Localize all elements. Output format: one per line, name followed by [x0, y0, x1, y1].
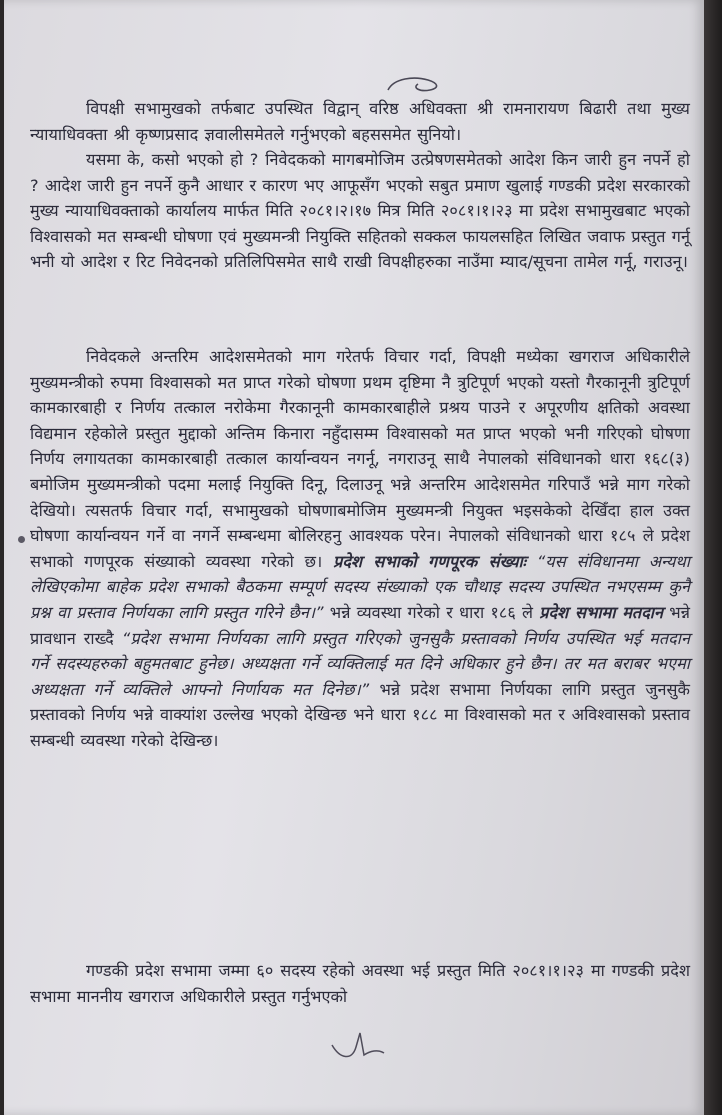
paragraph-2: यसमा के, कसो भएको हो ? निवेदकको मागबमोजिम उत्प्रेषणसमेतको आदेश किन जारी हुन नपर्ने हो ? आदेश जारी हुन नपर्ने कुनै आधार र कारण भए आफूसँग भएको सबुत प्रमाण खुलाई गण्डकी प्रदेश सरकारको मुख्य न्यायाधिवक्ताको कार्यालय मार्फत मिति २०८१।२।१७ मित्र मिति २०८१।१।२३ मा प्रदेश सभामुखबाट भएको विश्वासको मत सम्बन्धी घोषणा एवं मुख्यमन्त्री नियुक्ति सहितको सक्कल फायलसहित लिखित जवाफ प्रस्तुत गर्नू भनी यो आदेश र रिट निवेदनको प्रतिलिपिसमेत साथै राखी विपक्षीहरुका नाउँमा म्याद/सूचना तामेल गर्नू, गराउनू।: [30, 150, 690, 272]
paragraph-3-text-b: भन्ने व्यवस्था गरेको र धारा १८६ ले: [323, 602, 540, 622]
paragraph-3-heading-quorum: प्रदेश सभाको गणपूरक संख्याः: [333, 551, 526, 571]
margin-ink-dot: [18, 536, 25, 543]
handwritten-signature-mark: [326, 1025, 390, 1065]
paragraph-3-quote-quorum: “यस संविधानमा अन्यथा लेखिएकोमा बाहेक प्रदेश सभाको बैठकमा सम्पूर्ण सदस्य संख्याको एक चौथाइ सदस्य उपस्थित नभएसम्म कुनै प्रश्न वा प्रस्ताव निर्णयका लागि प्रस्तुत गरिने छैन।”: [30, 551, 690, 622]
paragraph-3-heading-voting: प्रदेश सभामा मतदान: [539, 602, 664, 622]
photo-background-right: [704, 0, 722, 1115]
paragraph-4: गण्डकी प्रदेश सभामा जम्मा ६० सदस्य रहेको अवस्था भई प्रस्तुत मिति २०८१।१।२३ मा गण्डकी प्रदेश सभामा माननीय खगराज अधिकारीले प्रस्तुत गर्नुभएको: [30, 961, 690, 1006]
paragraph-3-text-a: निवेदकले अन्तरिम आदेशसमेतको माग गरेतर्फ विचार गर्दा, विपक्षी मध्येका खगराज अधिकारीले मुख्यमन्त्रीको रुपमा विश्वासको मत प्राप्त गरेको घोषणा प्रथम दृष्टिमा नै त्रुटिपूर्ण भएको यस्तो गैरकानूनी त्रुटिपूर्ण कामकारबाही र निर्णय तत्काल नरोकेमा गैरकानूनी कामकारबाहीले प्रश्रय पाउने र अपूरणीय क्षतिको अवस्था विद्यमान रहेकोले प्रस्तुत मुद्दाको अन्तिम किनारा नहुँदासम्म विश्वासको मत प्राप्त भएको भनी गरिएको घोषणा निर्णय लगायतका कामकारबाही तत्काल कार्यान्वयन नगर्नू, नगराउनू साथै नेपालको संविधानको धारा १६८(३) बमोजिम मुख्यमन्त्रीको पदमा मलाई नियुक्ति दिनू, दिलाउनू भन्ने अन्तरिम आदेशसमेत गरिपाउँ भन्ने माग गरेको देखियो। त्यसतर्फ विचार गर्दा, सभामुखको घोषणाबमोजिम मुख्यमन्त्री नियुक्त भइसकेको देखिँदा हाल उक्त घोषणा कार्यान्वयन गर्ने वा नगर्ने सम्बन्धमा बोलिरहनु आवश्यक परेन। नेपालको संविधानको धारा १८५ ले प्रदेश सभाको गणपूरक संख्याको व्यवस्था गरेको छ।: [30, 347, 690, 571]
paragraph-3-text-c: भन्ने प्रावधान राख्दै: [30, 602, 690, 648]
paragraph-1: विपक्षी सभामुखको तर्फबाट उपस्थित विद्वान् वरिष्ठ अधिवक्ता श्री रामनारायण बिढारी तथा मुख्य न्यायाधिवक्ता श्री कृष्णप्रसाद ज्ञवालीसमेतले गर्नुभएको बहससमेत सुनियो।: [30, 99, 690, 144]
paragraph-3-quote-voting: “प्रदेश सभामा निर्णयका लागि प्रस्तुत गरिएको जुनसुकै प्रस्तावको निर्णय उपस्थित भई मतदान गर्ने सदस्यहरुको बहुमतबाट हुनेछ। अध्यक्षता गर्ने व्यक्तिलाई मत दिने अधिकार हुने छैन। तर मत बराबर भएमा अध्यक्षता गर्ने व्यक्तिले आफ्नो निर्णायक मत दिनेछ।”: [30, 628, 690, 699]
document-page: [4, 0, 704, 1115]
paragraph-3: [30, 344, 690, 754]
paragraph-3-text-d: भन्ने प्रदेश सभामा निर्णयका लागि प्रस्तुत जुनसुकै प्रस्तावको निर्णय भन्ने वाक्यांश उल्लेख भएको देखिन्छ भने धारा १८८ मा विश्वासको मत र अविश्वासको प्रस्ताव सम्बन्धी व्यवस्था गरेको देखिन्छ।: [30, 679, 690, 750]
handwritten-scribble-mark: [384, 72, 444, 98]
